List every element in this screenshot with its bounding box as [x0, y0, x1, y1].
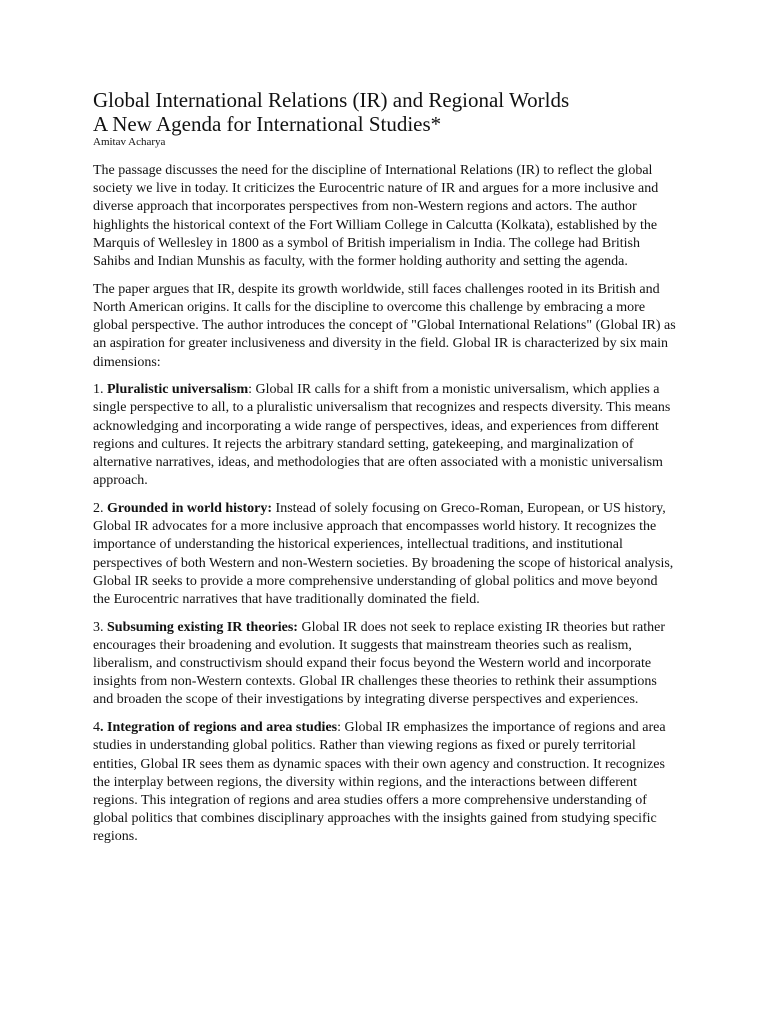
- document-page: [93, 88, 678, 856]
- list-item-regions-and-area-studies: [93, 719, 678, 846]
- document-title-line-1: Global International Relations (IR) and Regional Worlds: [93, 88, 570, 112]
- item-text: Global IR does not seek to replace existing IR theories but rather encourages their broadening and evolution. It suggests that mainstream theories such as realism, liberalism, and constructivism should expand their focus beyond the Western world and incorporate insights from non-Western contexts. Global IR challenges these theories to rethink their assumptions and broaden the scope of their investigations by integrating diverse perspectives and experiences.: [93, 619, 665, 708]
- item-number: 2.: [93, 500, 107, 516]
- item-number: 1.: [93, 382, 107, 398]
- item-text: : Global IR emphasizes the importance of regions and area studies in understanding global politics. Rather than viewing regions as fixed or purely territorial entities, Global IR sees them as dynamic spaces with their own agency and construction. It recognizes the interplay between regions, the diversity within regions, and the interactions between different regions. This integration of regions and area studies offers a more comprehensive understanding of global politics that combines disciplinary approaches with the insights gained from studying specific regions.: [93, 720, 666, 845]
- author-name: Amitav Acharya: [93, 136, 166, 148]
- item-number: 3.: [93, 619, 107, 635]
- item-heading: Pluralistic universalism: [107, 382, 249, 398]
- item-heading: Grounded in world history:: [107, 500, 273, 516]
- item-heading: Subsuming existing IR theories:: [107, 619, 298, 635]
- item-heading: . Integration of regions and area studies: [100, 720, 338, 736]
- list-item-grounded-in-world-history: [93, 500, 678, 609]
- item-text: : Global IR calls for a shift from a monistic universalism, which applies a single perspective to all, to a pluralistic universalism that recognizes and respects diversity. This means acknowledging and incorporating a wide range of perspectives, ideas, and experiences from different regions and cultures. It rejects the arbitrary standard setting, gatekeeping, and marginalization of alternative narratives, ideas, and methodologies that are often associated with a monistic universalism approach.: [93, 382, 671, 489]
- document-title-line-2: A New Agenda for International Studies*: [93, 112, 442, 136]
- list-item-pluralistic-universalism: [93, 381, 678, 490]
- paragraph-argument: The paper argues that IR, despite its growth worldwide, still faces challenges rooted in its British and North American origins. It calls for the discipline to overcome this challenge by embracing a more global perspective. The author introduces the concept of "Global International Relations" (Global IR) as an aspiration for greater inclusiveness and diversity in the field. Global IR is characterized by six main dimensions:: [93, 281, 676, 370]
- paragraph-summary: The passage discusses the need for the discipline of International Relations (IR) to reflect the global society we live in today. It criticizes the Eurocentric nature of IR and argues for a more inclusive and diverse approach that incorporates perspectives from non-Western regions and actors. The author highlights the historical context of the Fort William College in Calcutta (Kolkata), established by the Marquis of Wellesley in 1800 as a symbol of British imperialism in India. The college had British Sahibs and Indian Munshis as faculty, with the former holding authority and setting the agenda.: [93, 163, 659, 270]
- item-number: 4: [93, 720, 100, 736]
- list-item-subsuming-ir-theories: [93, 619, 678, 710]
- item-text: Instead of solely focusing on Greco-Roman, European, or US history, Global IR advocates for a more inclusive approach that encompasses world history. It recognizes the importance of understanding the historical experiences, intellectual traditions, and institutional perspectives of both Western and non-Western societies. By broadening the scope of historical analysis, Global IR seeks to provide a more comprehensive understanding of global politics and move beyond the Eurocentric narratives that have traditionally dominated the field.: [93, 500, 674, 607]
